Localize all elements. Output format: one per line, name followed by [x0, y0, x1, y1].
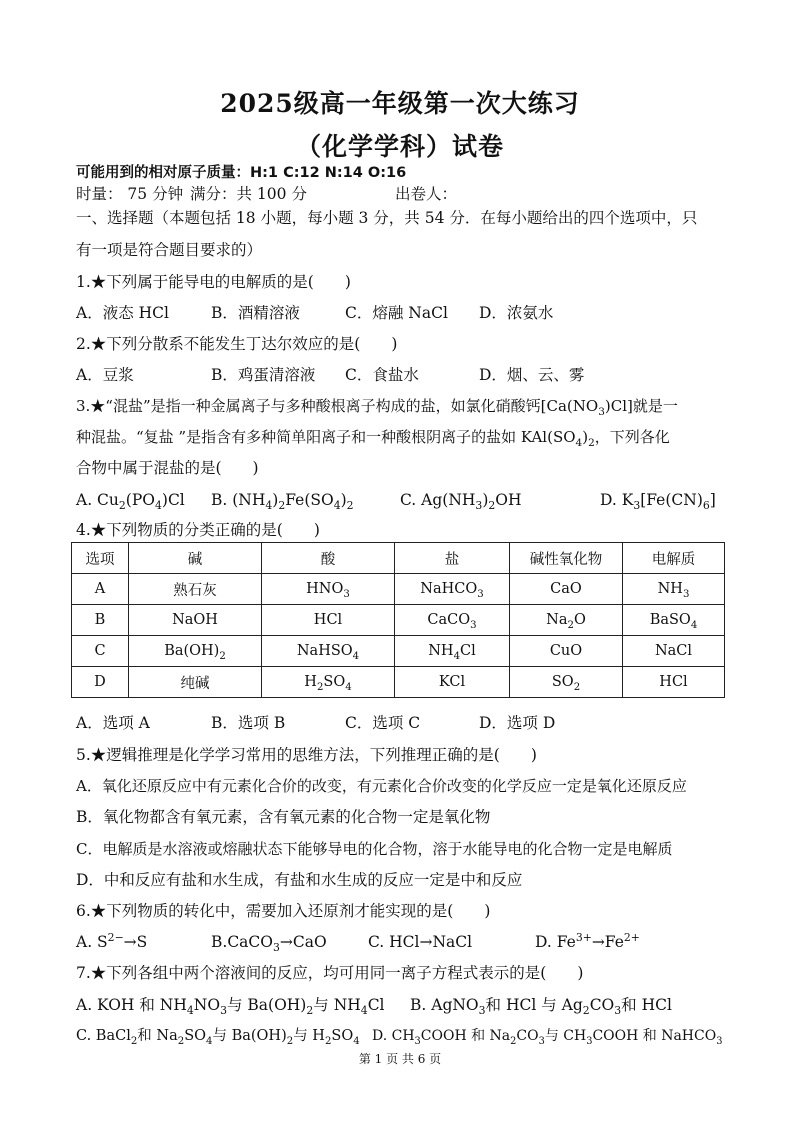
q1-option-c: C．熔融 NaCl: [345, 304, 448, 322]
score-label: 满分：共 100 分: [190, 185, 307, 203]
table-header-cell: 选项: [72, 543, 129, 574]
section-intro-line1: 一、选择题（本题包括 18 小题，每小题 3 分，共 54 分．在每小题给出的四个选项中，只: [76, 209, 698, 227]
q2-stem: 2.★下列分散系不能发生丁达尔效应的是( ): [76, 335, 398, 353]
table-row: [72, 574, 725, 605]
q1-option-d: D．浓氨水: [479, 304, 554, 322]
table-cell: NaHSO$_4$: [262, 636, 395, 667]
table-cell: NaHCO$_3$: [395, 574, 510, 605]
atomic-mass-line: 可能用到的相对原子质量：H:1 C:12 N:14 O:16: [76, 165, 407, 181]
table-header-row: [72, 543, 725, 574]
exam-title: 2025级高一年级第一次大练习: [220, 89, 580, 118]
page-footer: 第 1 页 共 6 页: [358, 1052, 442, 1066]
table-cell: $SO_2$: [510, 667, 623, 698]
table-row: [72, 636, 725, 667]
q1-option-a: A．液态 HCl: [76, 304, 169, 322]
q7-option-d: D. $CH_3COOH$ 和 $Na_2CO_3$与 $CH_3COOH$ 和 NaHCO$_3$: [372, 1028, 723, 1047]
q2-option-a: A．豆浆: [76, 366, 134, 384]
q6-option-b: B.CaCO$_3$→CaO: [211, 933, 327, 955]
q4-option-c: C．选项 C: [345, 714, 421, 732]
q2-option-d: D．烟、云、雾: [479, 366, 585, 384]
table-cell: KCl: [395, 667, 510, 698]
table-row: [72, 667, 725, 698]
table-cell: $NH_4Cl$: [395, 636, 510, 667]
q6-stem: 6.★下列物质的转化中，需要加入还原剂才能实现的是( ): [76, 902, 491, 920]
classification-table: [71, 542, 725, 698]
table-cell: $HNO_3$: [262, 574, 395, 605]
table-cell: NaCl: [623, 636, 725, 667]
table-cell: BaSO$_4$: [623, 605, 725, 636]
q6-option-a: A. $S^{2-}\to S$: [76, 930, 148, 951]
table-header-cell: 电解质: [623, 543, 725, 574]
q5-option-c: C．电解质是水溶液或熔融状态下能够导电的化合物，溶于水能导电的化合物一定是电解质: [76, 840, 673, 858]
table-cell: 纯碱: [129, 667, 262, 698]
table-cell: NaOH: [129, 605, 262, 636]
time-label: 时量： 75 分钟: [76, 185, 184, 203]
table-row: [72, 605, 725, 636]
table-header-cell: 酸: [262, 543, 395, 574]
table-cell: 熟石灰: [129, 574, 262, 605]
q6-option-d: D. $Fe^{3+}\to Fe^{2+}$: [535, 930, 640, 951]
q2-option-b: B．鸡蛋清溶液: [211, 366, 316, 384]
q5-option-a: A．氧化还原反应中有元素化合价的改变，有元素化合价改变的化学反应一定是氧化还原反应: [76, 777, 687, 795]
table-cell: $Na_2O$: [510, 605, 623, 636]
q1-option-b: B．酒精溶液: [211, 304, 300, 322]
q3-option-b: B. $(NH_4)_2Fe(SO_4)_2$: [211, 491, 354, 513]
q4-option-a: A．选项 A: [76, 714, 150, 732]
q2-option-c: C．食盐水: [345, 366, 419, 384]
table-cell: A: [72, 574, 129, 605]
q5-option-b: B．氧化物都含有氧元素，含有氧元素的化合物一定是氧化物: [76, 808, 491, 826]
q5-stem: 5.★逻辑推理是化学学习常用的思维方法，下列推理正确的是( ): [76, 746, 537, 764]
table-cell: CaO: [510, 574, 623, 605]
section-intro-line2: 有一项是符合题目要求的）: [76, 241, 263, 259]
q5-option-d: D．中和反应有盐和水生成，有盐和水生成的反应一定是中和反应: [76, 871, 523, 889]
q7-option-b: B. AgNO$_3$和 HCl 与 $Ag_2CO_3$和 HCl: [410, 996, 672, 1018]
q6-option-c: C. HCl→NaCl: [368, 933, 473, 951]
table-cell: $NH_3$: [623, 574, 725, 605]
table-header-cell: 盐: [395, 543, 510, 574]
table-cell: HCl: [262, 605, 395, 636]
q1-stem: 1.★下列属于能导电的电解质的是( ): [76, 273, 351, 291]
table-cell: $H_2SO_4$: [262, 667, 395, 698]
q7-stem: 7.★下列各组中两个溶液间的反应，均可用同一离子方程式表示的是( ): [76, 964, 584, 982]
table-cell: $Ba(OH)_2$: [129, 636, 262, 667]
q3-stem-line1: 3.★“混盐”是指一种金属离子与多种酸根离子构成的盐，如氯化硝酸钙$[Ca(NO_3)Cl]$就是一: [76, 397, 678, 418]
q3-stem-line3: 合物中属于混盐的是( ): [76, 459, 259, 477]
q7-option-c: C. BaCl$_2$和 $Na_2SO_4$与 $Ba(OH)_2$与 $H_2SO_4$: [76, 1028, 360, 1047]
q4-stem: 4.★下列物质的分类正确的是( ): [76, 521, 320, 539]
table-cell: D: [72, 667, 129, 698]
table-cell: B: [72, 605, 129, 636]
q4-option-b: B．选项 B: [211, 714, 286, 732]
table-header-cell: 碱: [129, 543, 262, 574]
exam-subtitle: （化学学科）试卷: [295, 132, 504, 161]
q3-option-a: A. $Cu_2(PO_4)Cl$: [76, 491, 185, 513]
q3-option-c: C. $Ag(NH_3)_2OH$: [400, 491, 522, 513]
q3-option-d: D. $K_3[Fe(CN)_6]$: [600, 491, 716, 513]
q3-stem-line2: 种混盐。“复盐 ”是指含有多种简单阳离子和一种酸根阴离子的盐如 $KAl(SO_4)_2$，下列各化: [76, 428, 670, 449]
q4-option-d: D．选项 D: [479, 714, 556, 732]
table-cell: CuO: [510, 636, 623, 667]
table-header-cell: 碱性氧化物: [510, 543, 623, 574]
q7-option-a: A. KOH 和 $NH_4NO_3$与 $Ba(OH)_2$与 $NH_4Cl$: [76, 996, 385, 1018]
table-cell: CaCO$_3$: [395, 605, 510, 636]
table-cell: C: [72, 636, 129, 667]
table-cell: HCl: [623, 667, 725, 698]
author-label: 出卷人：: [395, 185, 458, 203]
